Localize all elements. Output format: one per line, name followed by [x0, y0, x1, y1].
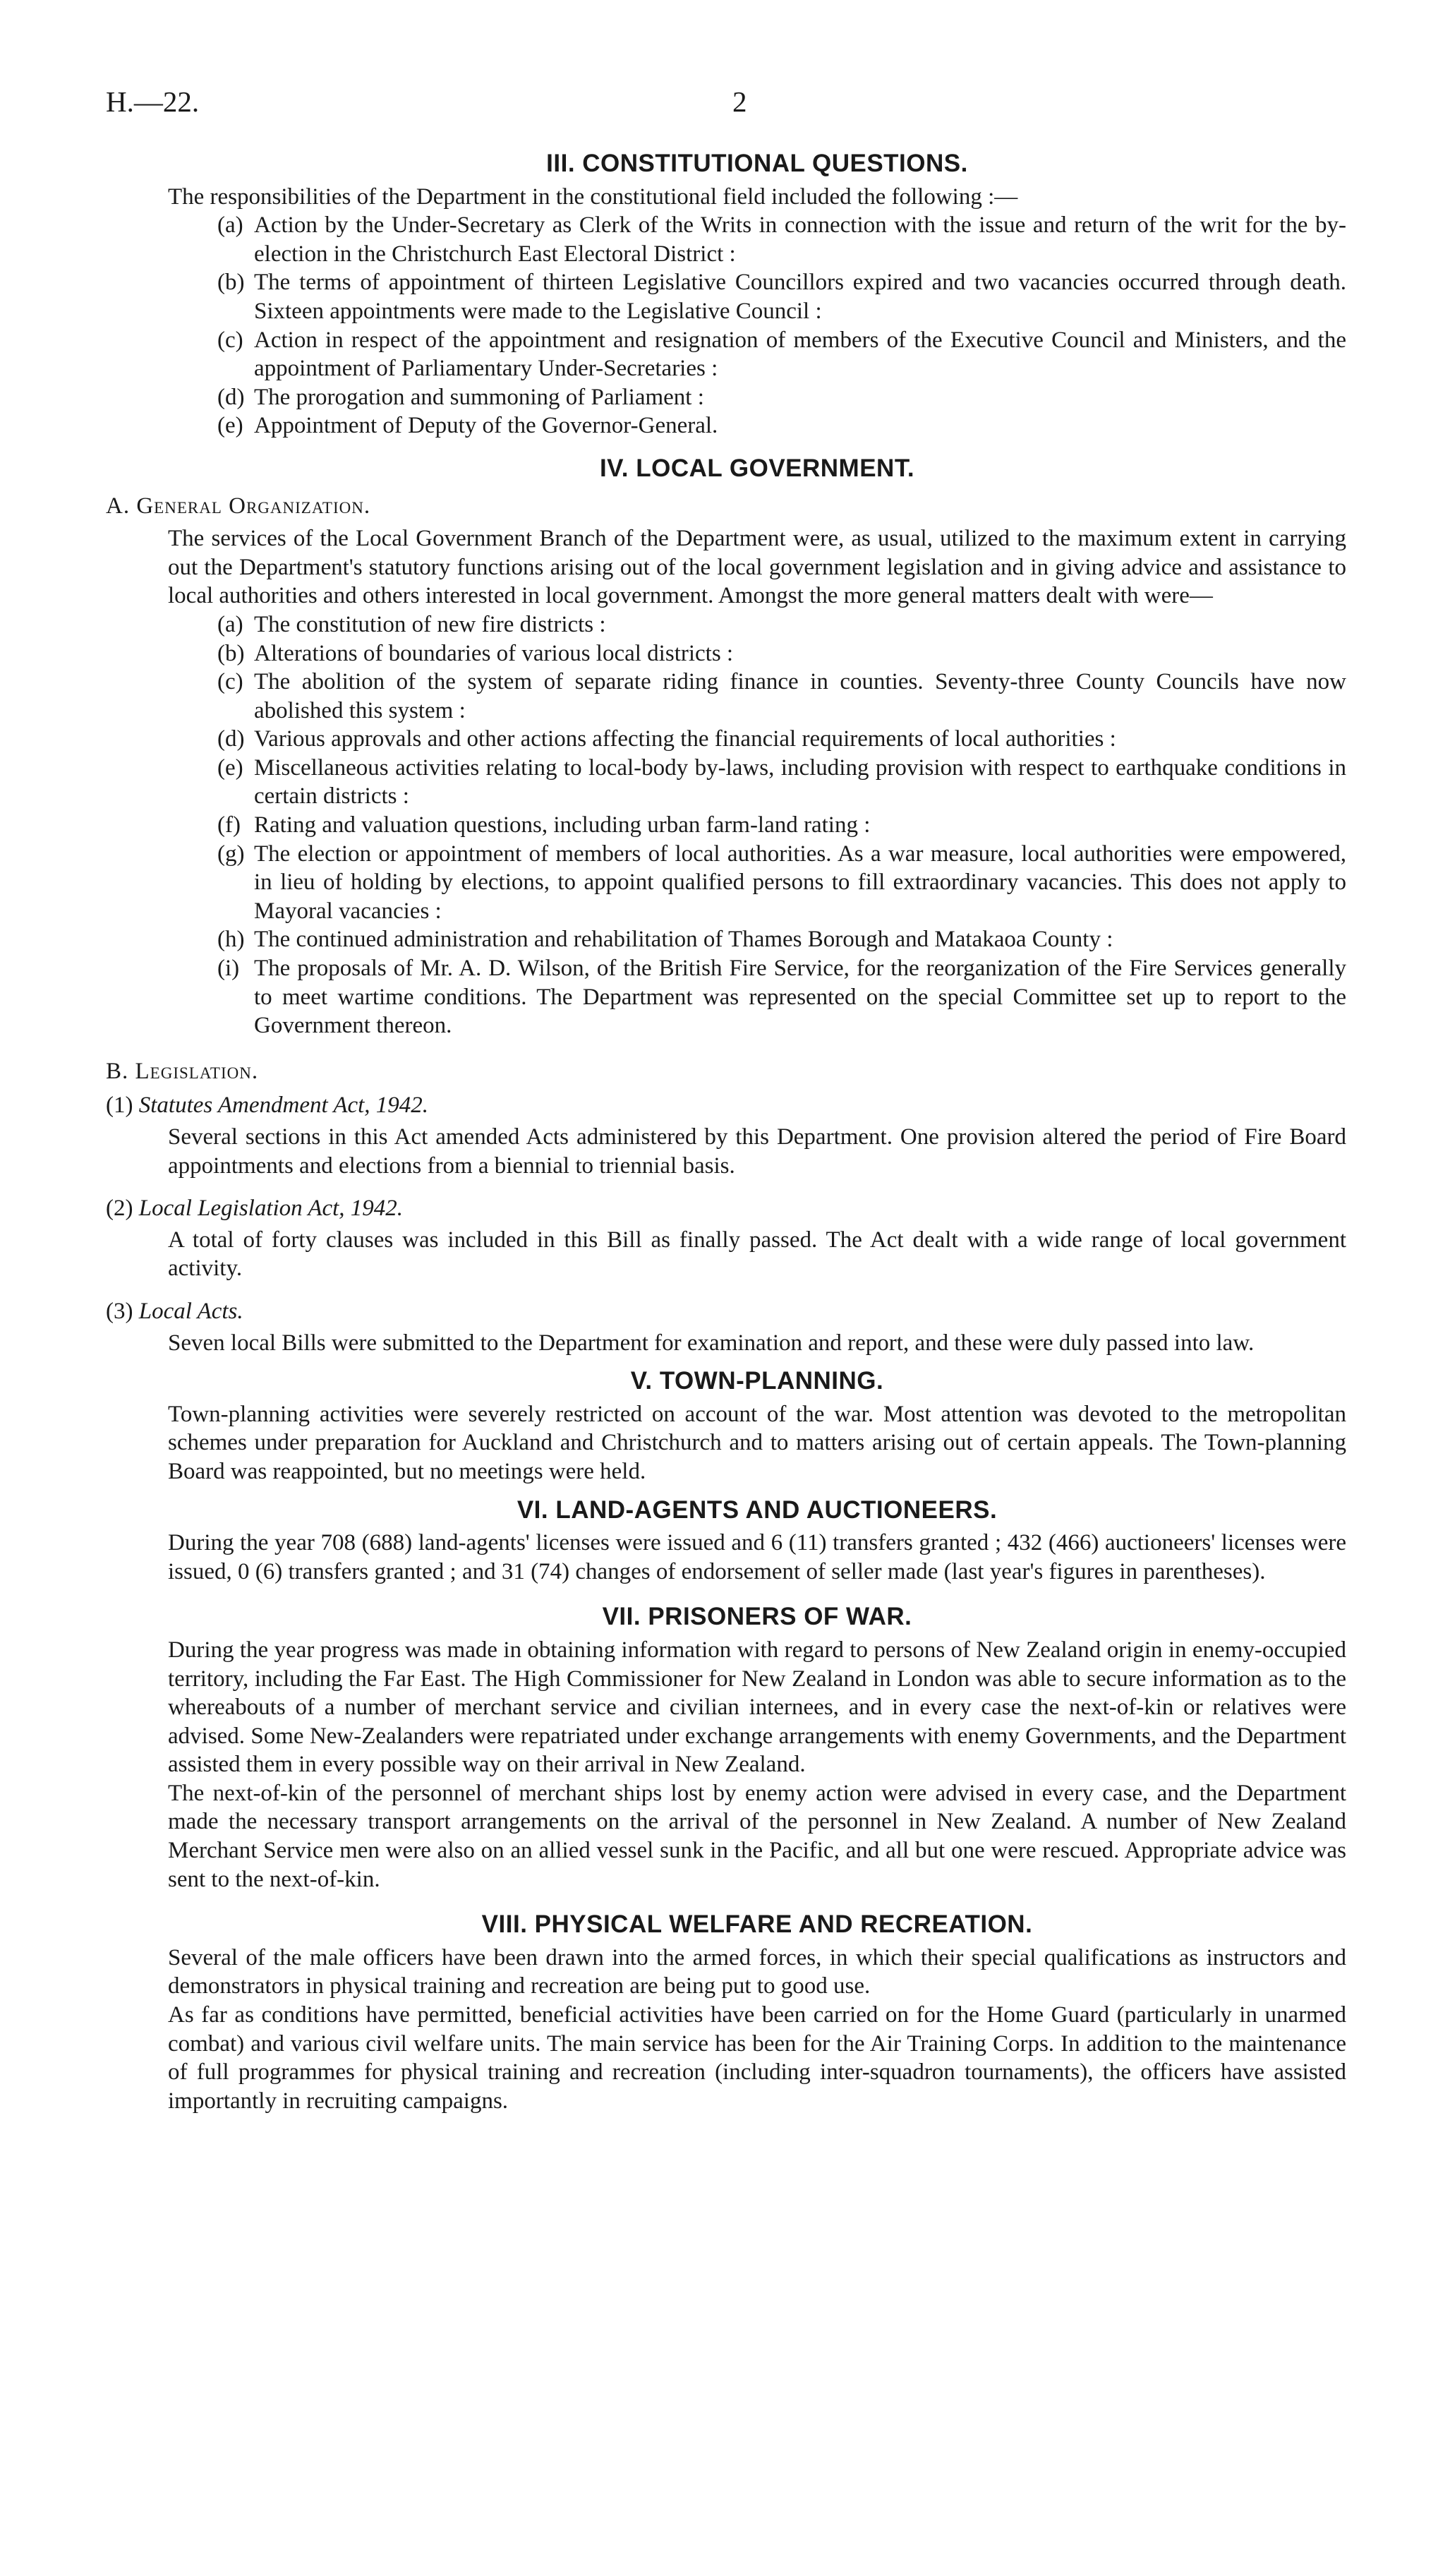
list-item — [217, 954, 1346, 1040]
list-item — [217, 268, 1346, 325]
local-government-list — [168, 610, 1346, 1040]
item-text: Alterations of boundaries of various local districts : — [254, 640, 734, 666]
section-physical-welfare — [168, 1910, 1346, 2115]
section-paragraph: Town-planning activities were severely restricted on account of the war. Most attention was devoted to the metropolitan schemes under preparation for Auckland and Christchurch and to matters arising out of certain appeals. The Town-planning Board was reappointed, but no meetings were held. — [168, 1401, 1346, 1484]
item-text: The constitution of new fire districts : — [254, 611, 606, 637]
item-label: (e) — [217, 754, 243, 781]
list-item — [217, 326, 1346, 383]
legislation-heading — [106, 1091, 1346, 1120]
item-text: Miscellaneous activities relating to local-body by-laws, including provision with respect to earthquake conditions in certain districts : — [254, 754, 1346, 809]
list-item — [217, 383, 1346, 412]
item-label: (h) — [217, 927, 245, 953]
section-paragraph: The services of the Local Government Branch of the Department were, as usual, utilized to the maximum extent in carrying out the Department's statutory functions arising out of the local government legislation and in giving advice and assistance to local authorities and others interested in local government. Amongst the more general matters dealt with were— — [168, 526, 1346, 609]
legislation-heading — [106, 1297, 1346, 1326]
item-label: (f) — [217, 812, 241, 838]
item-text: The abolition of the system of separate riding finance in counties. Seventy-three County Councils have now abolished this system : — [254, 669, 1346, 723]
legislation-text: A total of forty clauses was included in this Bill as finally passed. The Act dealt with a wide range of local government activity. — [168, 1227, 1346, 1282]
list-item — [217, 811, 1346, 840]
item-text: Appointment of Deputy of the Governor-General. — [254, 413, 718, 439]
section-paragraph: As far as conditions have permitted, beneficial activities have been carried on for the Home Guard (particularly in unarmed combat) and various civil welfare units. The main service has been for the Air Training Corps. In addition to the maintenance of full programmes for physical training and recreation (including inter-squadron tournaments), the officers have assisted importantly in recruiting campaigns. — [168, 2002, 1346, 2114]
item-text: Action in respect of the appointment and resignation of members of the Executive Council and Ministers, and the appointment of Parliamentary Under-Secretaries : — [254, 327, 1346, 382]
item-text: Action by the Under-Secretary as Clerk of the Writs in connection with the issue and return of the writ for the by-election in the Christchurch East Electoral District : — [254, 212, 1346, 267]
item-label: (e) — [217, 413, 243, 439]
item-text: The terms of appointment of thirteen Legislative Councillors expired and two vacancies occurred through death. Sixteen appointments were made to the Legislative Council : — [254, 270, 1346, 324]
list-item — [217, 925, 1346, 954]
legislation-text: Several sections in this Act amended Acts administered by this Department. One provision altered the period of Fire Board appointments and elections from a biennial to triennial basis. — [168, 1124, 1346, 1179]
item-label: (a) — [217, 212, 243, 239]
section-prisoners-of-war — [168, 1603, 1346, 1894]
section-paragraph: The next-of-kin of the personnel of merchant ships lost by enemy action were advised in every case, and the Department made the necessary transport arrangements on the arrival of the personnel in New Zealand. A number of New Zealand Merchant Service men were also on an allied vessel sunk in the Pacific, and all but one were rescued. Appropriate advice was sent to the next-of-kin. — [168, 1780, 1346, 1892]
list-item — [217, 668, 1346, 725]
item-text: The proposals of Mr. A. D. Wilson, of the British Fire Service, for the reorganization of the Fire Services generally to meet wartime conditions. The Department was represented on the special Committee set up to report to the Government thereon. — [254, 956, 1346, 1039]
list-item — [217, 610, 1346, 639]
document-body — [106, 150, 1346, 2115]
item-label: (a) — [217, 611, 243, 637]
running-header — [106, 85, 1355, 127]
legislation-title: Local Legislation Act, 1942. — [138, 1196, 404, 1222]
section-paragraph: During the year 708 (688) land-agents' licenses were issued and 6 (11) transfers granted ; 432 (466) auctioneers' licenses were issued, 0 (6) transfers granted ; and 31 (74) changes of endorsement of seller made (last year's figures in parentheses). — [168, 1530, 1346, 1584]
item-text: Rating and valuation questions, including urban farm-land rating : — [254, 812, 871, 838]
legislation-text: Seven local Bills were submitted to the Department for examination and report, and these were duly passed into law. — [168, 1330, 1255, 1356]
section-title: VII. PRISONERS OF WAR. — [602, 1603, 912, 1631]
item-label: (d) — [217, 726, 245, 752]
section-paragraph: During the year progress was made in obtaining information with regard to persons of New Zealand origin in enemy-occupied territory, including the Far East. The High Commissioner for New Zealand in London was able to secure information as to the whereabouts of a number of merchant service and civilian internees, and in every case the next-of-kin or relatives were advised. Some New-Zealanders were repatriated under exchange arrangements with enemy Governments, and the Department assisted them in every possible way on their arrival in New Zealand. — [168, 1637, 1346, 1778]
legislation-number: (1) — [106, 1093, 133, 1119]
list-item — [217, 639, 1346, 668]
section-title: VIII. PHYSICAL WELFARE AND RECREATION. — [481, 1910, 1033, 1939]
item-label: (b) — [217, 640, 245, 666]
item-label: (d) — [217, 384, 245, 410]
item-label: (i) — [217, 956, 240, 982]
item-label: (c) — [217, 327, 243, 353]
legislation-number: (3) — [106, 1298, 133, 1324]
constitutional-list — [168, 211, 1346, 440]
page-number: 2 — [732, 85, 747, 118]
list-item — [217, 754, 1346, 811]
section-title: VI. LAND-AGENTS AND AUCTIONEERS. — [516, 1495, 998, 1524]
subsection-heading: A. General Organization. — [106, 493, 371, 519]
item-text: Various approvals and other actions affecting the financial requirements of local authorities : — [254, 726, 1116, 752]
section-constitutional-questions — [168, 150, 1346, 440]
item-text: The continued administration and rehabilitation of Thames Borough and Matakaoa County : — [254, 927, 1113, 953]
item-text: The election or appointment of members of local authorities. As a war measure, local authorities were empowered, in lieu of holding by elections, to appoint qualified persons to fill extraordinary vacancies. This does not apply to Mayoral vacancies : — [254, 841, 1346, 924]
section-title: V. TOWN-PLANNING. — [630, 1367, 884, 1395]
item-label: (g) — [217, 841, 245, 867]
section-title: IV. LOCAL GOVERNMENT. — [599, 454, 915, 482]
section-land-agents — [168, 1496, 1346, 1587]
subsection-heading: B. Legislation. — [106, 1058, 259, 1084]
legislation-number: (2) — [106, 1196, 133, 1222]
list-item — [217, 411, 1346, 440]
section-town-planning — [168, 1367, 1346, 1486]
section-local-government — [106, 454, 1346, 1357]
legislation-heading — [106, 1194, 1346, 1223]
item-text: The prorogation and summoning of Parliament : — [254, 384, 704, 410]
legislation-title: Statutes Amendment Act, 1942. — [138, 1093, 429, 1119]
section-intro: The responsibilities of the Department in the constitutional field included the following :— — [168, 183, 1018, 210]
list-item — [217, 725, 1346, 754]
item-label: (b) — [217, 270, 245, 296]
section-title: III. CONSTITUTIONAL QUESTIONS. — [546, 150, 968, 177]
document-code: H.—22. — [106, 85, 200, 118]
list-item — [217, 840, 1346, 926]
item-label: (c) — [217, 669, 243, 695]
legislation-title: Local Acts. — [138, 1298, 243, 1324]
list-item — [217, 211, 1346, 268]
section-paragraph: Several of the male officers have been drawn into the armed forces, in which their special qualifications as instructors and demonstrators in physical training and recreation are being put to good use. — [168, 1944, 1346, 1999]
